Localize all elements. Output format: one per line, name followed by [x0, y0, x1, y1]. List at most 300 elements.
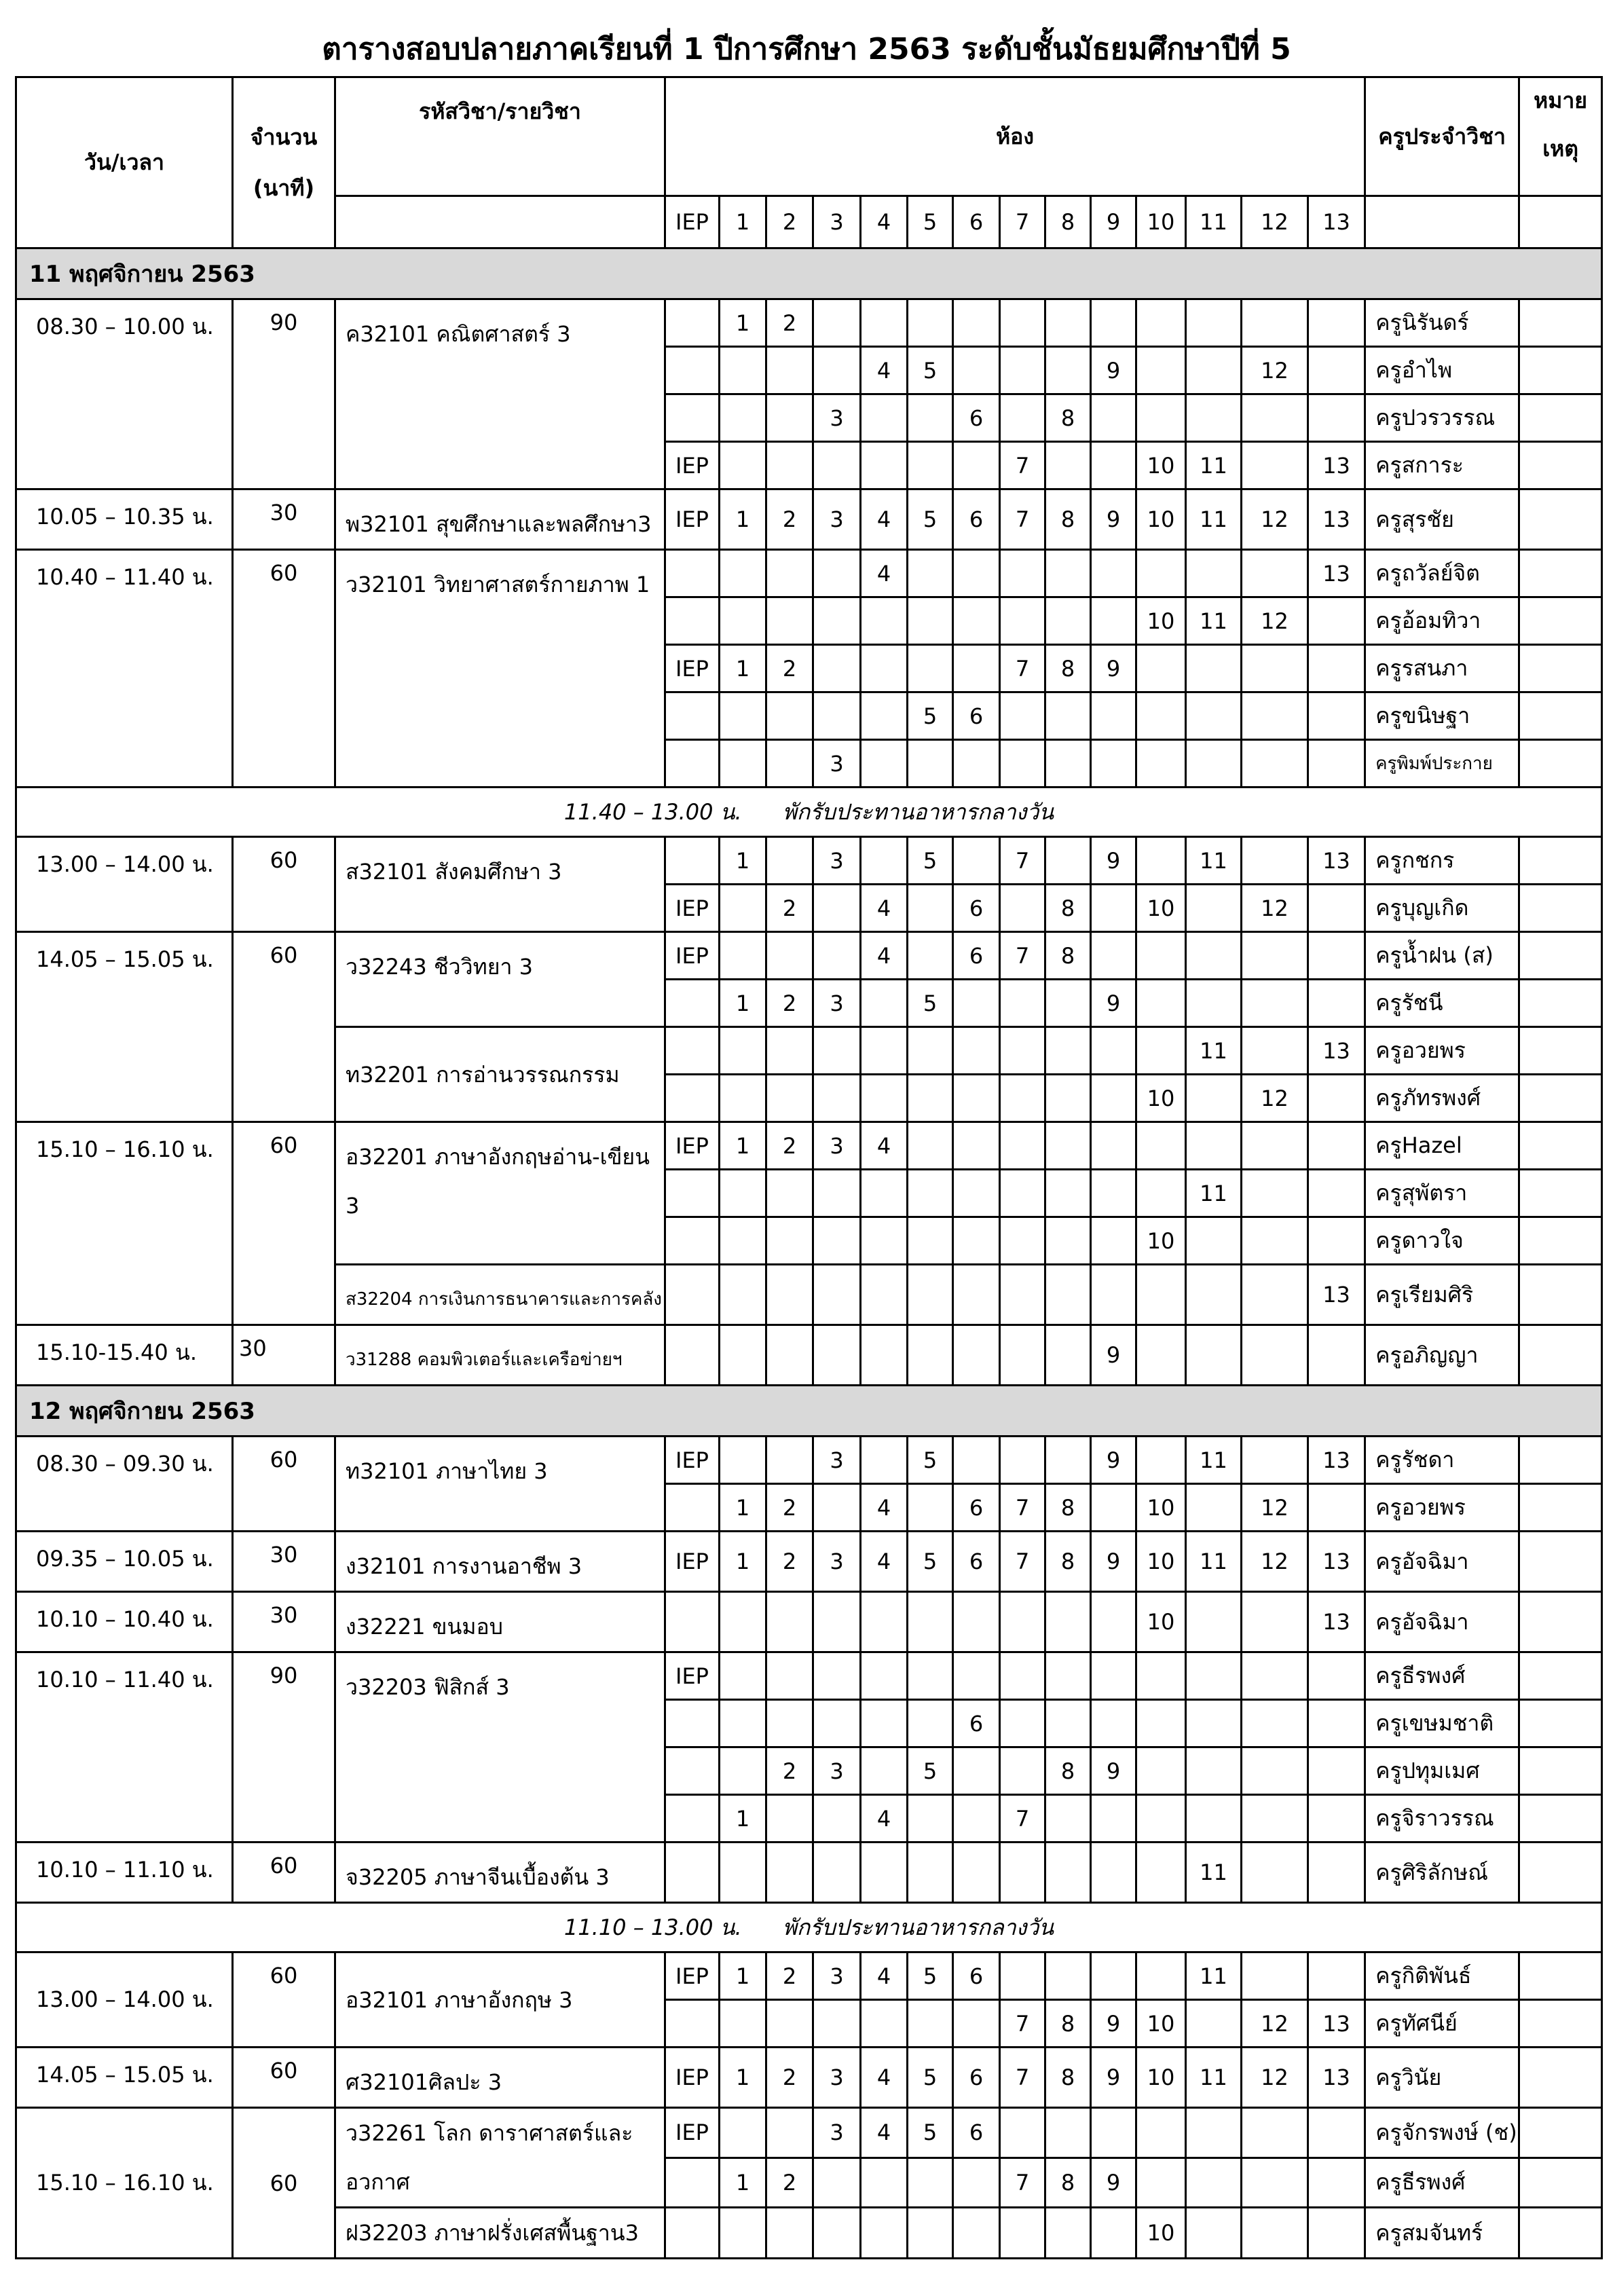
room-cell-2	[766, 2208, 813, 2259]
room-cell-8	[1045, 1325, 1091, 1386]
room-cell-7: 7	[1000, 2048, 1045, 2108]
room-cell-1	[720, 1170, 766, 1217]
room-cell-9	[1091, 1075, 1136, 1122]
header-room-1: 1	[720, 196, 766, 248]
room-cell-3	[813, 550, 861, 597]
room-cell-2: 2	[766, 1747, 813, 1795]
note-cell	[1519, 1027, 1602, 1075]
slot-time: 14.05 – 15.05 น.	[16, 932, 233, 1122]
note-cell	[1519, 1592, 1602, 1652]
room-cell-7	[1000, 1122, 1045, 1170]
room-cell-11	[1186, 1325, 1242, 1386]
slot-minutes: 60	[233, 1843, 335, 1903]
room-cell-12	[1242, 394, 1308, 442]
room-cell-iep	[665, 394, 720, 442]
room-cell-6	[953, 2158, 1000, 2208]
teacher-name: ครูพิมพ์ประกาย	[1365, 740, 1519, 788]
room-cell-11: 11	[1186, 1437, 1242, 1484]
room-cell-13	[1308, 1952, 1365, 2000]
room-cell-11	[1186, 645, 1242, 692]
teacher-name: ครูปวรวรรณ	[1365, 394, 1519, 442]
room-cell-8	[1045, 1700, 1091, 1747]
slot-time: 08.30 – 10.00 น.	[16, 299, 233, 489]
room-cell-9: 9	[1091, 2158, 1136, 2208]
room-cell-10	[1136, 1027, 1186, 1075]
room-cell-8	[1045, 1265, 1091, 1325]
room-cell-8: 8	[1045, 2048, 1091, 2108]
room-cell-7	[1000, 980, 1045, 1027]
room-cell-13	[1308, 1217, 1365, 1265]
room-cell-iep: IEP	[665, 1652, 720, 1700]
room-cell-12	[1242, 1027, 1308, 1075]
room-cell-12: 12	[1242, 1075, 1308, 1122]
room-cell-4	[861, 1265, 908, 1325]
room-cell-4	[861, 1437, 908, 1484]
room-cell-8	[1045, 2208, 1091, 2259]
room-cell-13	[1308, 645, 1365, 692]
room-cell-4	[861, 597, 908, 645]
room-cell-10	[1136, 347, 1186, 394]
room-cell-6	[953, 1652, 1000, 1700]
room-cell-11	[1186, 2000, 1242, 2048]
note-cell	[1519, 2000, 1602, 2048]
room-cell-3: 3	[813, 1747, 861, 1795]
exam-schedule-table	[15, 76, 1603, 2259]
room-cell-11	[1186, 550, 1242, 597]
room-cell-3	[813, 1652, 861, 1700]
room-cell-5: 5	[908, 692, 953, 740]
slot-time: 10.40 – 11.40 น.	[16, 550, 233, 788]
room-cell-iep: IEP	[665, 1437, 720, 1484]
room-cell-8	[1045, 1027, 1091, 1075]
room-cell-3	[813, 1027, 861, 1075]
room-cell-3: 3	[813, 2108, 861, 2158]
room-cell-6	[953, 837, 1000, 885]
schedule-row	[16, 2048, 1602, 2108]
room-cell-4	[861, 2208, 908, 2259]
room-cell-2	[766, 692, 813, 740]
room-cell-iep: IEP	[665, 1532, 720, 1592]
room-cell-5	[908, 885, 953, 932]
note-cell	[1519, 1747, 1602, 1795]
room-cell-11	[1186, 394, 1242, 442]
room-cell-iep	[665, 1075, 720, 1122]
room-cell-6	[953, 1170, 1000, 1217]
room-cell-12	[1242, 1747, 1308, 1795]
room-cell-3	[813, 347, 861, 394]
room-cell-4	[861, 1075, 908, 1122]
slot-minutes: 30	[233, 1325, 335, 1386]
room-cell-9	[1091, 442, 1136, 489]
room-cell-12	[1242, 2108, 1308, 2158]
teacher-name: ครูศิริลักษณ์	[1365, 1843, 1519, 1903]
room-cell-11: 11	[1186, 1843, 1242, 1903]
room-cell-5: 5	[908, 1952, 953, 2000]
subject-name: ว31288 คอมพิวเตอร์และเครือข่ายฯ	[335, 1325, 665, 1386]
teacher-name: ครูรัชดา	[1365, 1437, 1519, 1484]
room-cell-3	[813, 885, 861, 932]
room-cell-8	[1045, 347, 1091, 394]
room-cell-iep: IEP	[665, 2108, 720, 2158]
room-cell-7	[1000, 692, 1045, 740]
subject-name: อ32201 ภาษาอังกฤษอ่าน-เขียน 3	[335, 1122, 665, 1265]
room-cell-12	[1242, 740, 1308, 788]
room-cell-6	[953, 1075, 1000, 1122]
room-cell-11: 11	[1186, 1027, 1242, 1075]
room-cell-13: 13	[1308, 1592, 1365, 1652]
room-cell-3	[813, 645, 861, 692]
room-cell-10	[1136, 837, 1186, 885]
room-cell-12	[1242, 980, 1308, 1027]
room-cell-2: 2	[766, 1484, 813, 1532]
room-cell-5: 5	[908, 347, 953, 394]
room-cell-4	[861, 1747, 908, 1795]
room-cell-8	[1045, 1170, 1091, 1217]
room-cell-1: 1	[720, 2158, 766, 2208]
room-cell-7: 7	[1000, 1484, 1045, 1532]
day-date: 12 พฤศจิกายน 2563	[16, 1386, 1602, 1437]
room-cell-iep	[665, 1700, 720, 1747]
room-cell-10	[1136, 1122, 1186, 1170]
room-cell-13	[1308, 394, 1365, 442]
room-cell-11	[1186, 1122, 1242, 1170]
room-cell-3	[813, 442, 861, 489]
room-cell-12: 12	[1242, 2048, 1308, 2108]
room-cell-iep	[665, 347, 720, 394]
room-cell-3	[813, 692, 861, 740]
note-cell	[1519, 1075, 1602, 1122]
room-cell-3	[813, 2158, 861, 2208]
room-cell-8	[1045, 1437, 1091, 1484]
room-cell-8: 8	[1045, 2158, 1091, 2208]
lunch-break-cell	[16, 1903, 1602, 1952]
room-cell-6: 6	[953, 1700, 1000, 1747]
room-cell-8: 8	[1045, 1532, 1091, 1592]
room-cell-5	[908, 1652, 953, 1700]
subject-name: อ32101 ภาษาอังกฤษ 3	[335, 1952, 665, 2048]
room-cell-13	[1308, 692, 1365, 740]
day-date: 11 พฤศจิกายน 2563	[16, 248, 1602, 299]
room-cell-iep: IEP	[665, 2048, 720, 2108]
room-cell-9: 9	[1091, 1532, 1136, 1592]
room-cell-6: 6	[953, 2108, 1000, 2158]
room-cell-2	[766, 597, 813, 645]
room-cell-11	[1186, 1700, 1242, 1747]
room-cell-1	[720, 394, 766, 442]
room-cell-2: 2	[766, 2158, 813, 2208]
room-cell-3: 3	[813, 1122, 861, 1170]
room-cell-iep	[665, 1747, 720, 1795]
note-cell	[1519, 394, 1602, 442]
room-cell-12	[1242, 1700, 1308, 1747]
room-cell-4	[861, 1592, 908, 1652]
room-cell-4: 4	[861, 1795, 908, 1843]
teacher-name: ครูHazel	[1365, 1122, 1519, 1170]
slot-time: 10.10 – 11.10 น.	[16, 1843, 233, 1903]
teacher-name: ครูอวยพร	[1365, 1484, 1519, 1532]
room-cell-12	[1242, 550, 1308, 597]
teacher-name: ครูขนิษฐา	[1365, 692, 1519, 740]
subject-name: ศ32101ศิลปะ 3	[335, 2048, 665, 2108]
room-cell-1	[720, 1747, 766, 1795]
room-cell-13	[1308, 1170, 1365, 1217]
room-cell-13	[1308, 1325, 1365, 1386]
room-cell-8: 8	[1045, 2000, 1091, 2048]
room-cell-iep: IEP	[665, 1952, 720, 2000]
room-cell-2	[766, 1437, 813, 1484]
room-cell-13	[1308, 1484, 1365, 1532]
teacher-name: ครูอ้อมทิวา	[1365, 597, 1519, 645]
room-cell-7	[1000, 1075, 1045, 1122]
note-cell	[1519, 1843, 1602, 1903]
room-cell-9: 9	[1091, 1325, 1136, 1386]
room-cell-2	[766, 550, 813, 597]
room-cell-5: 5	[908, 2108, 953, 2158]
room-cell-13: 13	[1308, 1532, 1365, 1592]
header-minutes-line1: จำนวน	[250, 124, 318, 150]
room-cell-1	[720, 597, 766, 645]
subject-name: ค32101 คณิตศาสตร์ 3	[335, 299, 665, 489]
room-cell-2	[766, 442, 813, 489]
teacher-name: ครูวินัย	[1365, 2048, 1519, 2108]
schedule-row	[16, 837, 1602, 885]
room-cell-11	[1186, 885, 1242, 932]
subject-name: ว32261 โลก ดาราศาสตร์และอวกาศ	[335, 2108, 665, 2208]
note-cell	[1519, 692, 1602, 740]
room-cell-13: 13	[1308, 1437, 1365, 1484]
room-cell-7	[1000, 1265, 1045, 1325]
room-cell-2	[766, 1265, 813, 1325]
note-cell	[1519, 1484, 1602, 1532]
room-cell-8	[1045, 299, 1091, 347]
slot-minutes: 60	[233, 1437, 335, 1532]
room-cell-5: 5	[908, 837, 953, 885]
room-cell-6: 6	[953, 1484, 1000, 1532]
room-cell-6	[953, 1592, 1000, 1652]
schedule-row	[16, 2108, 1602, 2158]
room-cell-11	[1186, 2108, 1242, 2158]
room-cell-11	[1186, 1075, 1242, 1122]
room-cell-8: 8	[1045, 1747, 1091, 1795]
room-cell-iep	[665, 1795, 720, 1843]
slot-time: 13.00 – 14.00 น.	[16, 1952, 233, 2048]
header-room-13: 13	[1308, 196, 1365, 248]
room-cell-iep: IEP	[665, 645, 720, 692]
room-cell-9	[1091, 550, 1136, 597]
room-cell-1: 1	[720, 1795, 766, 1843]
header-room-12: 12	[1242, 196, 1308, 248]
room-cell-10	[1136, 2108, 1186, 2158]
room-cell-10: 10	[1136, 442, 1186, 489]
room-cell-6: 6	[953, 692, 1000, 740]
slot-time: 10.10 – 10.40 น.	[16, 1592, 233, 1652]
room-cell-1	[720, 1437, 766, 1484]
room-cell-2	[766, 837, 813, 885]
room-cell-2	[766, 2108, 813, 2158]
room-cell-5	[908, 550, 953, 597]
room-cell-9	[1091, 1027, 1136, 1075]
room-cell-5	[908, 932, 953, 980]
room-cell-13	[1308, 347, 1365, 394]
room-cell-9: 9	[1091, 489, 1136, 550]
slot-minutes: 90	[233, 1652, 335, 1843]
room-cell-3: 3	[813, 1437, 861, 1484]
slot-minutes: 60	[233, 932, 335, 1122]
header-minutes-line2: (นาที)	[253, 174, 315, 201]
room-cell-5: 5	[908, 980, 953, 1027]
room-cell-9	[1091, 1217, 1136, 1265]
note-cell	[1519, 550, 1602, 597]
room-cell-2: 2	[766, 299, 813, 347]
room-cell-9	[1091, 1122, 1136, 1170]
teacher-name: ครูดาวใจ	[1365, 1217, 1519, 1265]
room-cell-iep	[665, 1170, 720, 1217]
room-cell-5: 5	[908, 1532, 953, 1592]
room-cell-1	[720, 1075, 766, 1122]
room-cell-4	[861, 1170, 908, 1217]
room-cell-6	[953, 1843, 1000, 1903]
room-cell-13	[1308, 2208, 1365, 2259]
room-cell-12	[1242, 1795, 1308, 1843]
room-cell-8: 8	[1045, 394, 1091, 442]
room-cell-10	[1136, 932, 1186, 980]
room-cell-7: 7	[1000, 1795, 1045, 1843]
header-room-iep: IEP	[665, 196, 720, 248]
room-cell-11: 11	[1186, 442, 1242, 489]
subject-name: ว32203 ฟิสิกส์ 3	[335, 1652, 665, 1843]
room-cell-10	[1136, 692, 1186, 740]
room-cell-12	[1242, 1122, 1308, 1170]
room-cell-10: 10	[1136, 1217, 1186, 1265]
room-cell-11: 11	[1186, 597, 1242, 645]
room-cell-13: 13	[1308, 442, 1365, 489]
room-cell-iep	[665, 299, 720, 347]
room-cell-5	[908, 1075, 953, 1122]
teacher-name: ครูอัจฉิมา	[1365, 1532, 1519, 1592]
room-cell-5: 5	[908, 1437, 953, 1484]
room-cell-5	[908, 1843, 953, 1903]
room-cell-13	[1308, 597, 1365, 645]
room-cell-12	[1242, 1952, 1308, 2000]
room-cell-4	[861, 1027, 908, 1075]
room-cell-3	[813, 1700, 861, 1747]
room-cell-7: 7	[1000, 1532, 1045, 1592]
room-cell-4: 4	[861, 885, 908, 932]
lunch-time: 11.40 – 13.00 น.	[563, 798, 742, 825]
header-room-8: 8	[1045, 196, 1091, 248]
room-cell-6: 6	[953, 489, 1000, 550]
room-cell-13: 13	[1308, 550, 1365, 597]
room-cell-3	[813, 1075, 861, 1122]
note-cell	[1519, 645, 1602, 692]
room-cell-13	[1308, 1747, 1365, 1795]
schedule-row	[16, 932, 1602, 980]
room-cell-10: 10	[1136, 2000, 1186, 2048]
room-cell-1: 1	[720, 645, 766, 692]
room-cell-8	[1045, 442, 1091, 489]
room-cell-1: 1	[720, 980, 766, 1027]
room-cell-1	[720, 1700, 766, 1747]
room-cell-13	[1308, 1652, 1365, 1700]
room-cell-13	[1308, 2108, 1365, 2158]
room-cell-13	[1308, 1075, 1365, 1122]
room-cell-10	[1136, 1437, 1186, 1484]
room-cell-11	[1186, 2158, 1242, 2208]
room-cell-4: 4	[861, 1952, 908, 2000]
room-cell-12	[1242, 1170, 1308, 1217]
room-cell-10	[1136, 1795, 1186, 1843]
teacher-name: ครูสมจันทร์	[1365, 2208, 1519, 2259]
header-teacher: ครูประจำวิชา	[1365, 77, 1519, 196]
room-cell-9	[1091, 1843, 1136, 1903]
room-cell-11: 11	[1186, 1170, 1242, 1217]
schedule-body	[16, 248, 1602, 2259]
room-cell-2	[766, 2000, 813, 2048]
schedule-row	[16, 1437, 1602, 1484]
note-cell	[1519, 347, 1602, 394]
room-cell-4	[861, 692, 908, 740]
room-cell-3: 3	[813, 489, 861, 550]
room-cell-12	[1242, 2208, 1308, 2259]
room-cell-12	[1242, 1265, 1308, 1325]
room-cell-3	[813, 1170, 861, 1217]
schedule-row	[16, 1952, 1602, 2000]
room-cell-7: 7	[1000, 837, 1045, 885]
note-cell	[1519, 1217, 1602, 1265]
room-cell-2: 2	[766, 1952, 813, 2000]
room-cell-8	[1045, 1075, 1091, 1122]
room-cell-4	[861, 442, 908, 489]
slot-minutes: 60	[233, 2108, 335, 2259]
room-cell-12	[1242, 2158, 1308, 2208]
room-cell-iep	[665, 2158, 720, 2208]
room-cell-13	[1308, 932, 1365, 980]
room-cell-7: 7	[1000, 2000, 1045, 2048]
room-cell-2: 2	[766, 885, 813, 932]
room-cell-12	[1242, 1325, 1308, 1386]
room-cell-7	[1000, 299, 1045, 347]
room-cell-4: 4	[861, 489, 908, 550]
room-cell-10	[1136, 1952, 1186, 2000]
room-cell-7	[1000, 1592, 1045, 1652]
room-cell-2	[766, 1592, 813, 1652]
room-cell-5	[908, 442, 953, 489]
header-room-6: 6	[953, 196, 1000, 248]
room-cell-3	[813, 2208, 861, 2259]
room-cell-10	[1136, 1652, 1186, 1700]
room-cell-1: 1	[720, 489, 766, 550]
room-cell-8	[1045, 550, 1091, 597]
lunch-break-row	[16, 788, 1602, 837]
room-cell-11	[1186, 1265, 1242, 1325]
room-cell-5: 5	[908, 2048, 953, 2108]
room-cell-11	[1186, 347, 1242, 394]
room-cell-3: 3	[813, 740, 861, 788]
note-cell	[1519, 980, 1602, 1027]
room-cell-9	[1091, 2208, 1136, 2259]
room-cell-1	[720, 2108, 766, 2158]
room-cell-5	[908, 1217, 953, 1265]
room-cell-8	[1045, 980, 1091, 1027]
room-cell-2	[766, 347, 813, 394]
day-header-row	[16, 248, 1602, 299]
room-cell-1	[720, 692, 766, 740]
header-teacher-blank	[1365, 196, 1519, 248]
room-cell-3: 3	[813, 394, 861, 442]
schedule-row	[16, 1843, 1602, 1903]
slot-time: 15.10 – 16.10 น.	[16, 2108, 233, 2259]
room-cell-12: 12	[1242, 597, 1308, 645]
